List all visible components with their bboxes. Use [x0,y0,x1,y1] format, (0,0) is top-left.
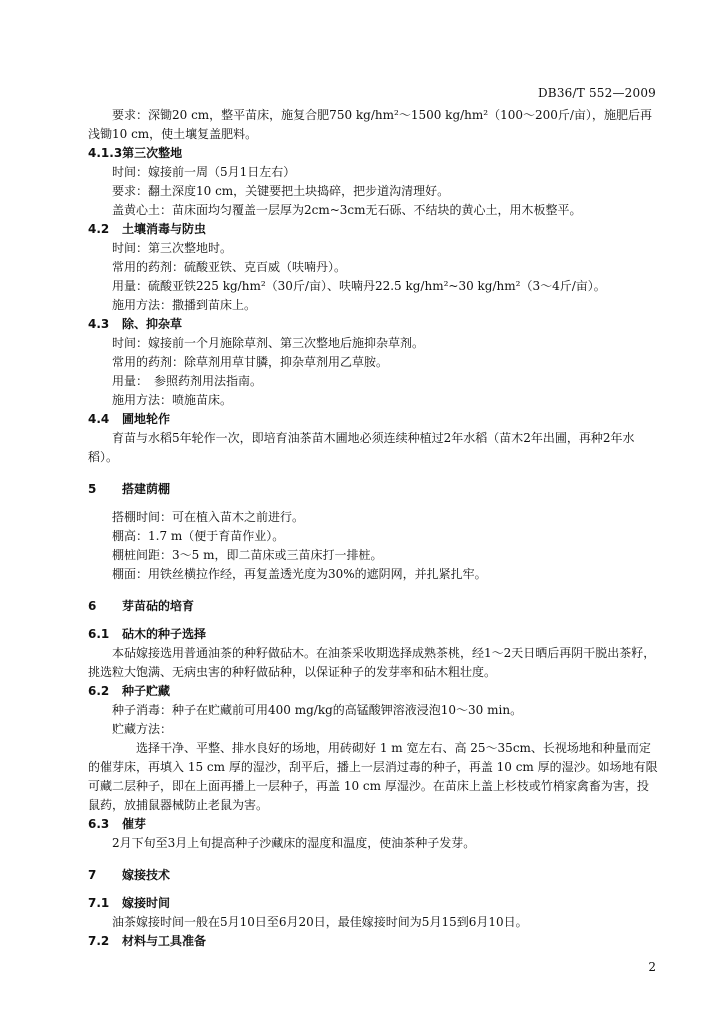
paragraph: 施用方法：喷施苗床。 [112,393,233,407]
document-body [88,106,660,951]
section-title: 催芽 [122,817,147,831]
section-number: 5 [88,482,97,496]
paragraph: 要求：深锄20 cm，整平苗床，施复合肥750 kg/hm²～1500 kg/hm²（100～200斤/亩），施肥后再浅锄10 cm，使土壤复盖肥料。 [88,108,652,141]
section-title: 砧木的种子选择 [122,627,207,641]
section-number: 6.2 [88,684,110,698]
paragraph: 棚高：1.7 m（便于育苗作业）。 [112,529,285,543]
paragraph: 种子消毒：种子在贮藏前可用400 mg/kg的高锰酸钾溶液浸泡10～30 min。 [112,703,523,717]
section-number: 6 [88,599,97,613]
paragraph: 育苗与水稻5年轮作一次，即培育油茶苗木圃地必须连续种植过2年水稻（苗木2年出圃，再种2年水稻）。 [88,431,635,464]
document-code: DB36/T 552—2009 [537,86,656,100]
section-heading [88,220,660,239]
section-number: 4.4 [88,412,110,426]
section-heading [88,625,660,644]
paragraph: 棚桩间距：3～5 m，即二苗床或三苗床打一排桩。 [112,548,383,562]
paragraph: 要求：翻土深度10 cm，关键要把土块捣碎，把步道沟清理好。 [112,184,450,198]
section-title: 嫁接技术 [122,868,171,882]
section-heading [88,932,660,951]
section-number: 7.1 [88,896,110,910]
section-number: 6.1 [88,627,110,641]
paragraph: 本砧嫁接选用普通油茶的种籽做砧木。在油茶采收期选择成熟茶桃，经1～2天日晒后再阴干脱出茶籽，挑选粒大饱满、无病虫害的种籽做砧种，以保证种子的发芽率和砧木粗壮度。 [88,646,656,679]
section-title: 除、抑杂草 [122,317,183,331]
paragraph: 盖黄心土：苗床面均匀覆盖一层厚为2cm~3cm无石砾、不结块的黄心土，用木板整平。 [112,203,582,217]
section-title: 种子贮藏 [122,684,171,698]
section-title: 嫁接时间 [122,896,171,910]
paragraph: 2月下旬至3月上旬提高种子沙藏床的湿度和温度，使油茶种子发芽。 [112,836,476,850]
section-heading [88,682,660,701]
section-number: 4.1.3 [88,146,123,160]
paragraph: 常用的药剂：除草剂用草甘膦，抑杂草剂用乙草胺。 [112,355,389,369]
section-number: 7 [88,868,97,882]
section-number: 7.2 [88,934,110,948]
paragraph: 时间：嫁接前一个月施除草剂、第三次整地后施抑杂草剂。 [112,336,425,350]
paragraph: 时间：嫁接前一周（5月1日左右） [112,165,296,179]
chapter-heading [88,866,660,885]
section-title: 圃地轮作 [122,412,171,426]
section-title: 搭建荫棚 [122,482,171,496]
section-heading [88,410,660,429]
section-heading [88,315,660,334]
section-title: 土壤消毒与防虫 [122,222,207,236]
section-heading [88,815,660,834]
section-number: 4.3 [88,317,110,331]
paragraph: 常用的药剂：硫酸亚铁、克百威（呋喃丹）。 [112,260,347,274]
paragraph: 选择干净、平整、排水良好的场地，用砖砌好 1 m 宽左右、高 25～35cm、长视场地和种量而定的催芽床，再填入 15 cm 厚的湿沙，刮平后，播上一层消过毒的种子，再盖 10 cm 厚的湿沙。如场地有限可藏二层种子，即在上面再播上一层种子，再盖 10 cm 厚湿沙。在苗床上盖上杉枝或竹梢家禽畜为害，投鼠药，放捕鼠器械防止老鼠为害。 [88,741,658,812]
section-heading [88,894,660,913]
section-number: 4.2 [88,222,110,236]
chapter-heading [88,480,660,499]
page-number: 2 [648,960,656,974]
section-title: 材料与工具准备 [122,934,207,948]
section-title: 芽苗砧的培育 [122,599,195,613]
section-title: 第三次整地 [122,146,183,160]
paragraph: 用量： 参照药剂用法指南。 [112,374,263,388]
paragraph: 施用方法：撒播到苗床上。 [112,298,257,312]
paragraph: 贮藏方法： [112,722,173,736]
paragraph: 油茶嫁接时间一般在5月10日至6月20日，最佳嫁接时间为5月15到6月10日。 [112,915,528,929]
section-heading [88,144,660,163]
paragraph: 棚面：用铁丝横拉作经，再复盖透光度为30%的遮阴网，并扎紧扎牢。 [112,567,487,581]
paragraph: 时间：第三次整地时。 [112,241,233,255]
paragraph: 用量：硫酸亚铁225 kg/hm²（30斤/亩）、呋喃丹22.5 kg/hm²~30 kg/hm²（3～4斤/亩）。 [112,279,606,293]
section-number: 6.3 [88,817,110,831]
paragraph: 搭棚时间：可在植入苗木之前进行。 [112,510,305,524]
chapter-heading [88,597,660,616]
